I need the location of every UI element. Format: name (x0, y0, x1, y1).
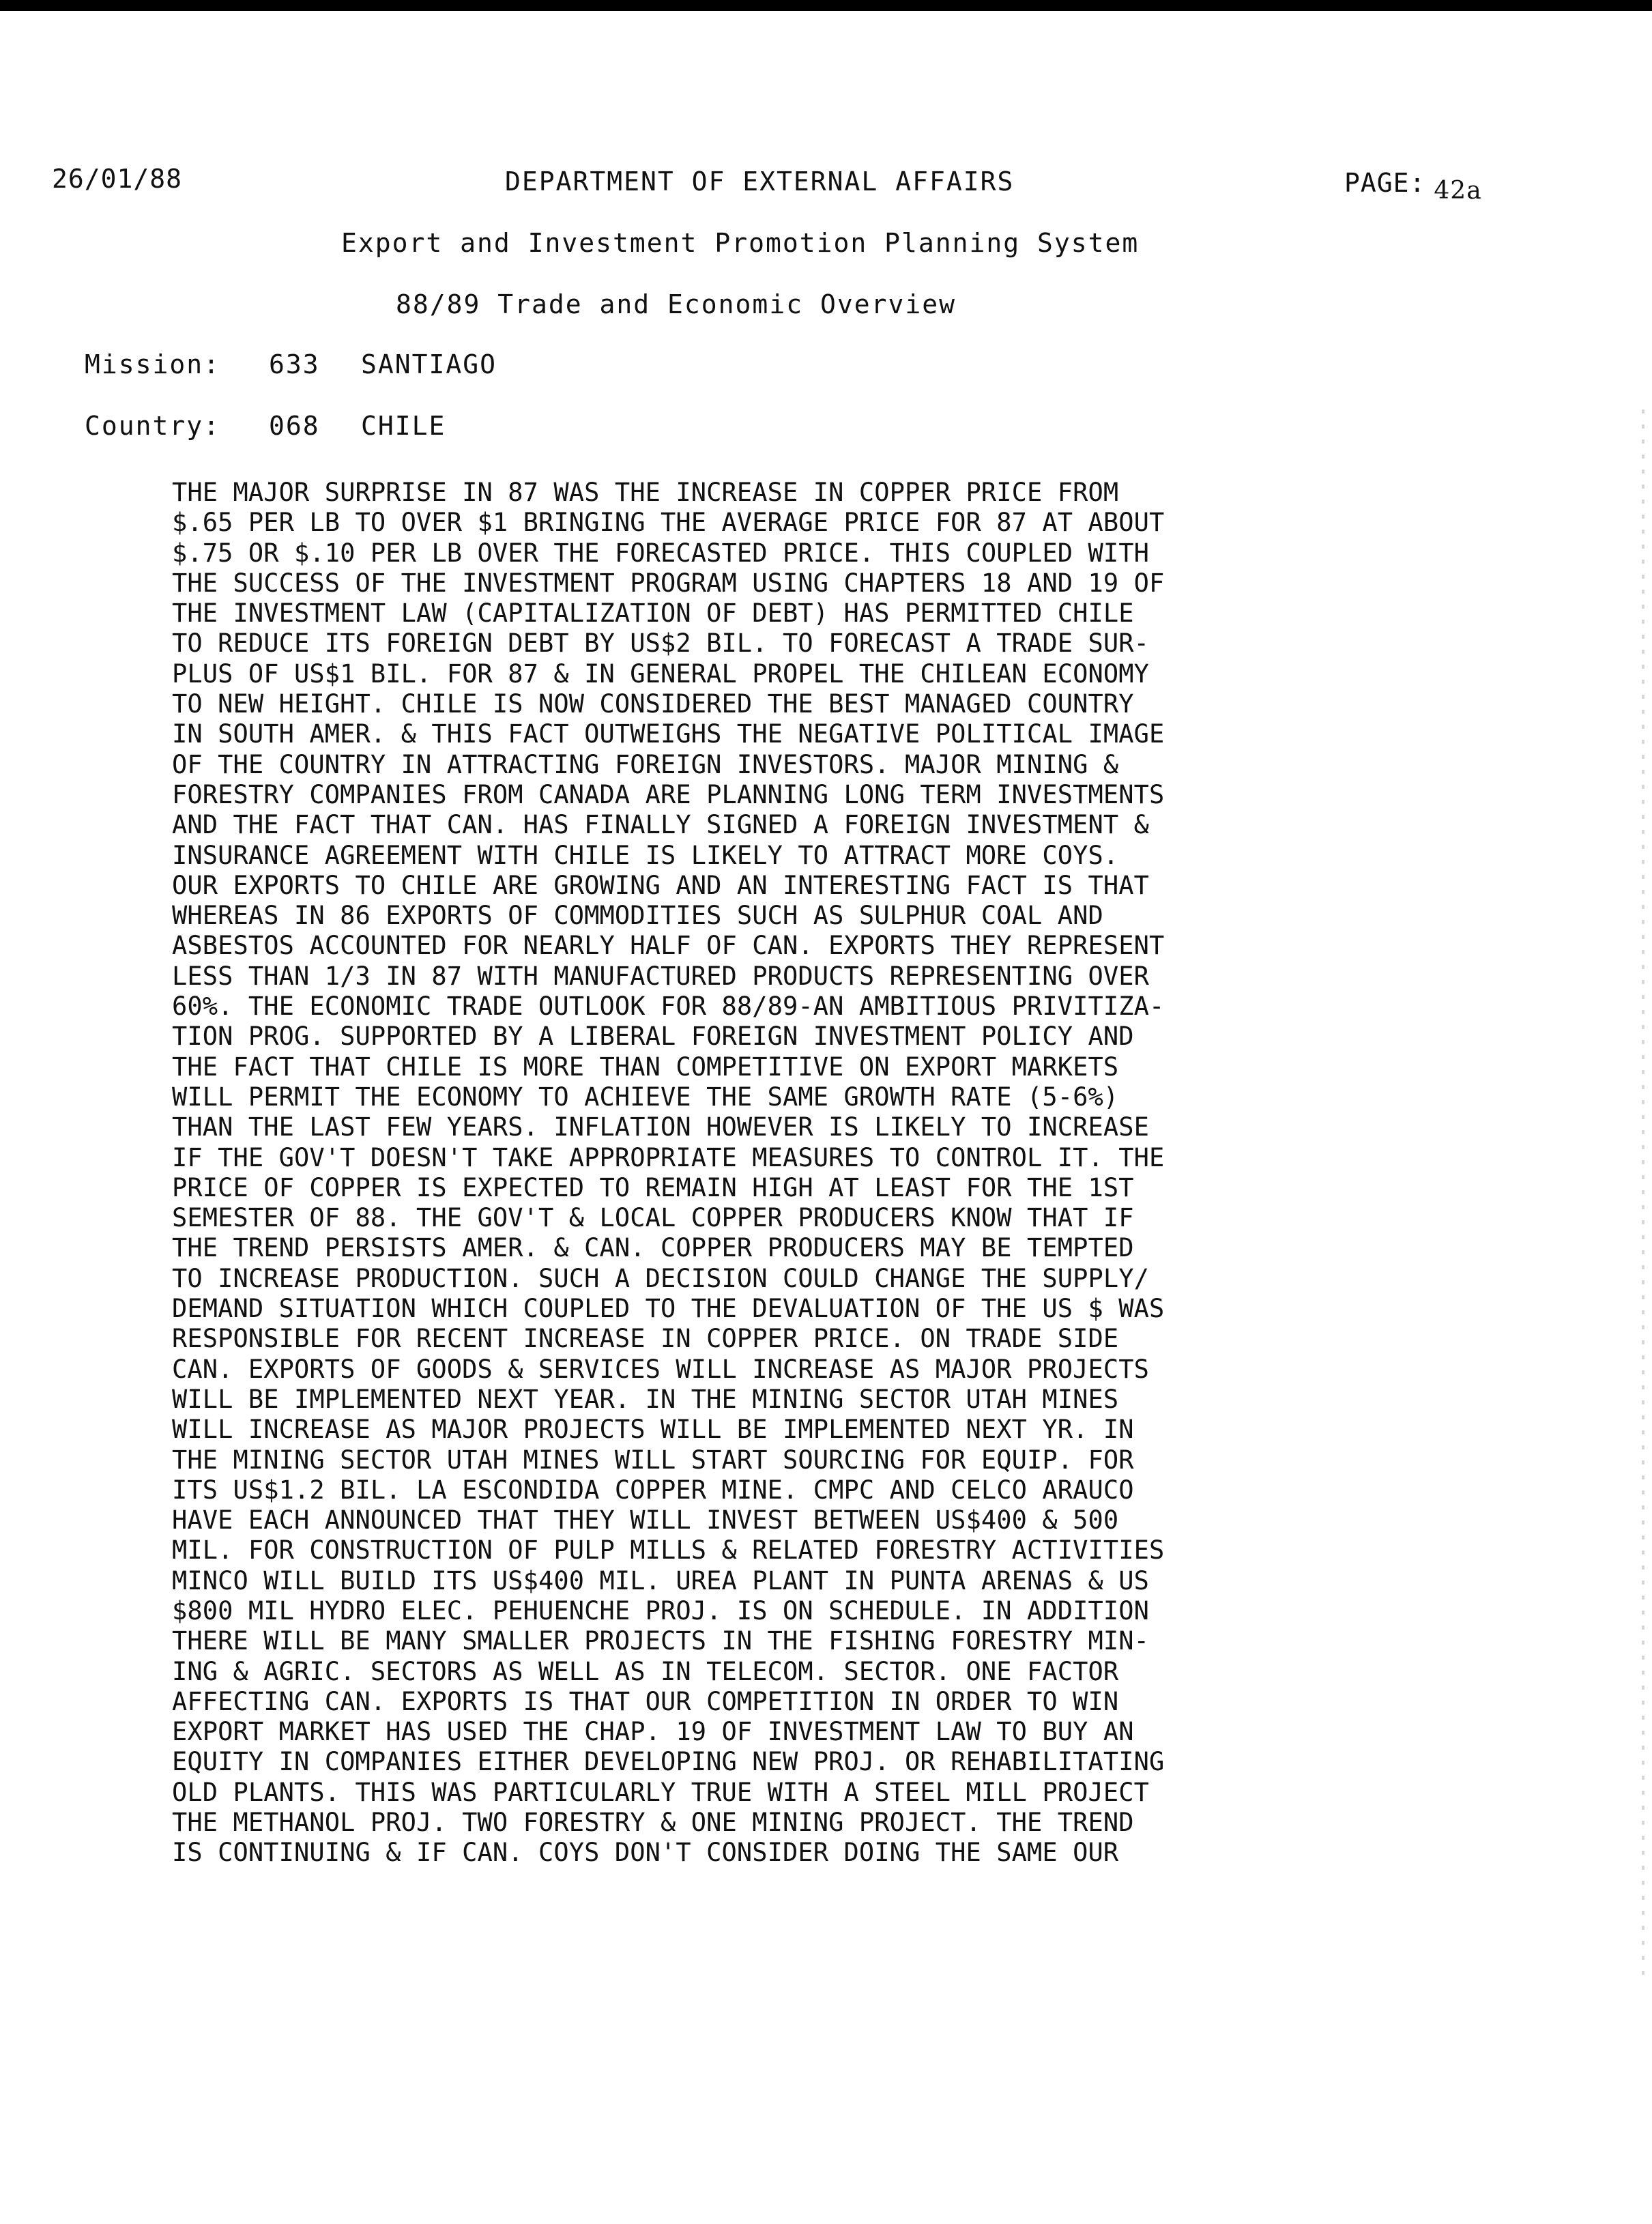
body-line: EQUITY IN COMPANIES EITHER DEVELOPING NEW PROJ. OR REHABILITATING (172, 1747, 1165, 1777)
body-line: THE METHANOL PROJ. TWO FORESTRY & ONE MINING PROJECT. THE TREND (172, 1808, 1134, 1838)
body-line: $800 MIL HYDRO ELEC. PEHUENCHE PROJ. IS ON SCHEDULE. IN ADDITION (172, 1595, 1150, 1626)
overview-title: 88/89 Trade and Economic Overview (396, 289, 956, 319)
body-line: IN SOUTH AMER. & THIS FACT OUTWEIGHS THE NEGATIVE POLITICAL IMAGE (172, 719, 1165, 749)
country-row (85, 411, 446, 441)
mission-row (85, 349, 497, 379)
body-line: SEMESTER OF 88. THE GOV'T & LOCAL COPPER PRODUCERS KNOW THAT IF (172, 1203, 1134, 1233)
page-indicator (1344, 168, 1482, 205)
body-line: THE INVESTMENT LAW (CAPITALIZATION OF DEBT) HAS PERMITTED CHILE (172, 598, 1134, 629)
body-line: IF THE GOV'T DOESN'T TAKE APPROPRIATE MEASURES TO CONTROL IT. THE (172, 1142, 1165, 1172)
body-line: ITS US$1.2 BIL. LA ESCONDIDA COPPER MINE. CMPC AND CELCO ARAUCO (172, 1475, 1134, 1505)
body-line: FORESTRY COMPANIES FROM CANADA ARE PLANNING LONG TERM INVESTMENTS (172, 779, 1165, 809)
body-line: OLD PLANTS. THIS WAS PARTICULARLY TRUE WITH A STEEL MILL PROJECT (172, 1777, 1150, 1807)
body-line: MIL. FOR CONSTRUCTION OF PULP MILLS & RELATED FORESTRY ACTIVITIES (172, 1535, 1165, 1565)
body-line: $.65 PER LB TO OVER $1 BRINGING THE AVERAGE PRICE FOR 87 AT ABOUT (172, 508, 1165, 538)
body-line: TION PROG. SUPPORTED BY A LIBERAL FOREIGN INVESTMENT POLICY AND (172, 1022, 1134, 1052)
country-code: 068 (269, 411, 320, 441)
mission-name: SANTIAGO (361, 349, 497, 379)
body-line: THE TREND PERSISTS AMER. & CAN. COPPER PRODUCERS MAY BE TEMPTED (172, 1233, 1134, 1263)
body-line: INSURANCE AGREEMENT WITH CHILE IS LIKELY TO ATTRACT MORE COYS. (172, 840, 1119, 870)
body-line: WILL INCREASE AS MAJOR PROJECTS WILL BE IMPLEMENTED NEXT YR. IN (172, 1415, 1134, 1445)
page-number: 42a (1434, 177, 1482, 205)
body-line: DEMAND SITUATION WHICH COUPLED TO THE DEVALUATION OF THE US $ WAS (172, 1294, 1165, 1324)
body-line: MINCO WILL BUILD ITS US$400 MIL. UREA PLANT IN PUNTA ARENAS & US (172, 1565, 1150, 1595)
body-line: WILL BE IMPLEMENTED NEXT YEAR. IN THE MINING SECTOR UTAH MINES (172, 1384, 1119, 1414)
document-date: 26/01/88 (52, 164, 183, 194)
body-line: AFFECTING CAN. EXPORTS IS THAT OUR COMPETITION IN ORDER TO WIN (172, 1686, 1119, 1716)
body-line: CAN. EXPORTS OF GOODS & SERVICES WILL INCREASE AS MAJOR PROJECTS (172, 1354, 1150, 1384)
department-name: DEPARTMENT OF EXTERNAL AFFAIRS (505, 167, 1015, 197)
body-line: THE MINING SECTOR UTAH MINES WILL START SOURCING FOR EQUIP. FOR (172, 1445, 1134, 1475)
body-line: OUR EXPORTS TO CHILE ARE GROWING AND AN INTERESTING FACT IS THAT (172, 870, 1150, 900)
scan-top-edge (0, 0, 1652, 11)
body-line: TO NEW HEIGHT. CHILE IS NOW CONSIDERED THE BEST MANAGED COUNTRY (172, 689, 1134, 719)
body-line: THERE WILL BE MANY SMALLER PROJECTS IN THE FISHING FORESTRY MIN- (172, 1626, 1150, 1656)
body-line: TO REDUCE ITS FOREIGN DEBT BY US$2 BIL. TO FORECAST A TRADE SUR- (172, 629, 1150, 659)
body-line: HAVE EACH ANNOUNCED THAT THEY WILL INVEST BETWEEN US$400 & 500 (172, 1505, 1119, 1535)
body-line: RESPONSIBLE FOR RECENT INCREASE IN COPPER PRICE. ON TRADE SIDE (172, 1324, 1119, 1354)
overview-body (172, 478, 1373, 1868)
body-line: 60%. THE ECONOMIC TRADE OUTLOOK FOR 88/89-AN AMBITIOUS PRIVITIZA- (172, 992, 1165, 1022)
body-line: EXPORT MARKET HAS USED THE CHAP. 19 OF INVESTMENT LAW TO BUY AN (172, 1717, 1134, 1747)
mission-label: Mission: (85, 349, 221, 379)
body-line: AND THE FACT THAT CAN. HAS FINALLY SIGNED A FOREIGN INVESTMENT & (172, 810, 1150, 840)
body-line: WHEREAS IN 86 EXPORTS OF COMMODITIES SUCH AS SULPHUR COAL AND (172, 901, 1103, 931)
body-line: PLUS OF US$1 BIL. FOR 87 & IN GENERAL PROPEL THE CHILEAN ECONOMY (172, 659, 1150, 689)
body-line: OF THE COUNTRY IN ATTRACTING FOREIGN INVESTORS. MAJOR MINING & (172, 749, 1119, 779)
country-name: CHILE (361, 411, 446, 441)
body-line: THE FACT THAT CHILE IS MORE THAN COMPETITIVE ON EXPORT MARKETS (172, 1052, 1119, 1082)
mission-code: 633 (269, 349, 320, 379)
page-label: PAGE: (1344, 168, 1426, 198)
body-line: THE MAJOR SURPRISE IN 87 WAS THE INCREASE IN COPPER PRICE FROM (172, 478, 1119, 507)
system-subtitle: Export and Investment Promotion Planning System (341, 228, 1140, 258)
body-line: TO INCREASE PRODUCTION. SUCH A DECISION COULD CHANGE THE SUPPLY/ (172, 1263, 1150, 1293)
body-line: ASBESTOS ACCOUNTED FOR NEARLY HALF OF CAN. EXPORTS THEY REPRESENT (172, 931, 1165, 961)
country-label: Country: (85, 411, 221, 441)
body-line: ING & AGRIC. SECTORS AS WELL AS IN TELECOM. SECTOR. ONE FACTOR (172, 1656, 1119, 1686)
body-line: $.75 OR $.10 PER LB OVER THE FORECASTED PRICE. THIS COUPLED WITH (172, 538, 1150, 568)
body-line: THE SUCCESS OF THE INVESTMENT PROGRAM USING CHAPTERS 18 AND 19 OF (172, 568, 1165, 598)
body-line: THAN THE LAST FEW YEARS. INFLATION HOWEVER IS LIKELY TO INCREASE (172, 1112, 1150, 1142)
body-line: IS CONTINUING & IF CAN. COYS DON'T CONSIDER DOING THE SAME OUR (172, 1838, 1119, 1868)
body-line: LESS THAN 1/3 IN 87 WITH MANUFACTURED PRODUCTS REPRESENTING OVER (172, 961, 1150, 991)
body-line: PRICE OF COPPER IS EXPECTED TO REMAIN HIGH AT LEAST FOR THE 1ST (172, 1172, 1134, 1202)
body-line: WILL PERMIT THE ECONOMY TO ACHIEVE THE SAME GROWTH RATE (5-6%) (172, 1082, 1119, 1112)
scan-edge-marks (1642, 409, 1644, 1979)
